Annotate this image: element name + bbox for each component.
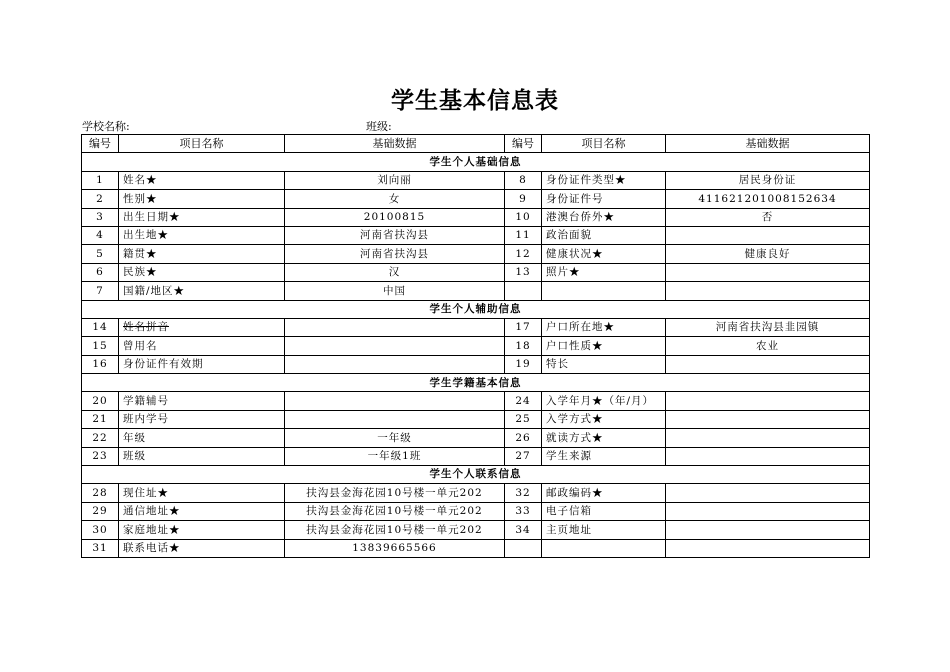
item-number: 6 <box>82 263 119 281</box>
item-number: 22 <box>82 429 119 447</box>
header-base-data: 基础数据 <box>285 135 505 153</box>
item-number: 24 <box>505 392 542 410</box>
item-name: 姓名★ <box>119 171 285 189</box>
item-name: 特长 <box>542 355 666 373</box>
item-value: 扶沟县金海花园10号楼一单元202 <box>285 521 505 539</box>
item-value <box>666 282 870 300</box>
item-name: 现住址★ <box>119 484 285 502</box>
item-number: 23 <box>82 447 119 465</box>
item-value <box>666 410 870 428</box>
item-name: 学籍辅号 <box>119 392 285 410</box>
item-number: 8 <box>505 171 542 189</box>
item-number: 12 <box>505 245 542 263</box>
section-title: 学生个人辅助信息 <box>82 300 870 318</box>
item-number: 7 <box>82 282 119 300</box>
item-number: 20 <box>82 392 119 410</box>
item-name: 户口所在地★ <box>542 318 666 336</box>
item-value <box>666 429 870 447</box>
item-value <box>666 502 870 520</box>
item-number: 21 <box>82 410 119 428</box>
section-row <box>82 300 870 318</box>
item-number: 17 <box>505 318 542 336</box>
item-number: 14 <box>82 318 119 336</box>
header-no: 编号 <box>82 135 119 153</box>
item-name: 籍贯★ <box>119 245 285 263</box>
item-number: 31 <box>82 539 119 557</box>
table-row <box>82 355 870 373</box>
item-name: 姓名拼音 <box>119 318 285 336</box>
section-row <box>82 466 870 484</box>
item-name: 联系电话★ <box>119 539 285 557</box>
table-row <box>82 539 870 557</box>
header-item-name: 项目名称 <box>119 135 285 153</box>
item-number: 28 <box>82 484 119 502</box>
item-name: 邮政编码★ <box>542 484 666 502</box>
item-value: 中国 <box>285 282 505 300</box>
student-info-table <box>81 134 870 558</box>
item-number: 29 <box>82 502 119 520</box>
item-name: 学生来源 <box>542 447 666 465</box>
item-name: 户口性质★ <box>542 337 666 355</box>
item-value: 女 <box>285 190 505 208</box>
class-label: 班级: <box>366 120 392 133</box>
item-name: 性别★ <box>119 190 285 208</box>
item-value: 20100815 <box>285 208 505 226</box>
item-value: 一年级 <box>285 429 505 447</box>
item-name: 年级 <box>119 429 285 447</box>
item-value: 411621201008152634 <box>666 190 870 208</box>
table-row <box>82 502 870 520</box>
item-name: 身份证件类型★ <box>542 171 666 189</box>
item-name: 主页地址 <box>542 521 666 539</box>
item-number: 1 <box>82 171 119 189</box>
item-name: 入学年月★（年/月） <box>542 392 666 410</box>
table-row <box>82 282 870 300</box>
item-name: 民族★ <box>119 263 285 281</box>
item-number: 10 <box>505 208 542 226</box>
section-row <box>82 153 870 171</box>
item-value <box>285 318 505 336</box>
item-value <box>666 539 870 557</box>
item-value <box>285 355 505 373</box>
item-number: 2 <box>82 190 119 208</box>
table-row <box>82 245 870 263</box>
item-value: 河南省扶沟县 <box>285 245 505 263</box>
item-value <box>666 521 870 539</box>
table-row <box>82 337 870 355</box>
item-name: 出生日期★ <box>119 208 285 226</box>
table-row <box>82 521 870 539</box>
item-number: 30 <box>82 521 119 539</box>
item-value <box>666 355 870 373</box>
item-value <box>666 392 870 410</box>
table-row <box>82 429 870 447</box>
item-value: 居民身份证 <box>666 171 870 189</box>
item-value <box>666 484 870 502</box>
item-value <box>285 337 505 355</box>
item-value: 一年级1班 <box>285 447 505 465</box>
item-value: 河南省扶沟县 <box>285 226 505 244</box>
item-name: 就读方式★ <box>542 429 666 447</box>
item-value: 否 <box>666 208 870 226</box>
item-number: 25 <box>505 410 542 428</box>
item-value: 刘向丽 <box>285 171 505 189</box>
item-value: 扶沟县金海花园10号楼一单元202 <box>285 502 505 520</box>
item-name: 政治面貌 <box>542 226 666 244</box>
item-number: 18 <box>505 337 542 355</box>
table-row <box>82 484 870 502</box>
item-number: 11 <box>505 226 542 244</box>
item-number: 32 <box>505 484 542 502</box>
school-name-label: 学校名称: <box>82 120 130 133</box>
table-row <box>82 318 870 336</box>
item-number: 26 <box>505 429 542 447</box>
header-no-2: 编号 <box>505 135 542 153</box>
item-number: 15 <box>82 337 119 355</box>
item-number: 16 <box>82 355 119 373</box>
item-value: 农业 <box>666 337 870 355</box>
item-name: 国籍/地区★ <box>119 282 285 300</box>
item-name: 照片★ <box>542 263 666 281</box>
section-title: 学生学籍基本信息 <box>82 374 870 392</box>
item-number: 27 <box>505 447 542 465</box>
item-number: 34 <box>505 521 542 539</box>
item-value: 河南省扶沟县韭园镇 <box>666 318 870 336</box>
item-number: 5 <box>82 245 119 263</box>
item-value <box>285 392 505 410</box>
header-item-name-2: 项目名称 <box>542 135 666 153</box>
form-title: 学生基本信息表 <box>391 88 559 114</box>
item-number: 4 <box>82 226 119 244</box>
item-value: 健康良好 <box>666 245 870 263</box>
table-row <box>82 226 870 244</box>
item-name: 港澳台侨外★ <box>542 208 666 226</box>
section-row <box>82 374 870 392</box>
item-name: 通信地址★ <box>119 502 285 520</box>
item-name: 班内学号 <box>119 410 285 428</box>
table-row <box>82 171 870 189</box>
item-name: 身份证件有效期 <box>119 355 285 373</box>
item-value <box>666 226 870 244</box>
item-name: 出生地★ <box>119 226 285 244</box>
item-name: 曾用名 <box>119 337 285 355</box>
item-number: 13 <box>505 263 542 281</box>
item-value: 13839665566 <box>285 539 505 557</box>
item-name: 入学方式★ <box>542 410 666 428</box>
item-name <box>542 282 666 300</box>
item-number: 9 <box>505 190 542 208</box>
item-number: 33 <box>505 502 542 520</box>
table-row <box>82 447 870 465</box>
table-row <box>82 410 870 428</box>
item-value: 汉 <box>285 263 505 281</box>
item-name: 健康状况★ <box>542 245 666 263</box>
item-value <box>666 447 870 465</box>
header-base-data-2: 基础数据 <box>666 135 870 153</box>
item-value <box>285 410 505 428</box>
item-name: 家庭地址★ <box>119 521 285 539</box>
item-name: 班级 <box>119 447 285 465</box>
item-number: 3 <box>82 208 119 226</box>
item-name <box>542 539 666 557</box>
table-row <box>82 263 870 281</box>
item-number <box>505 282 542 300</box>
item-value <box>666 263 870 281</box>
section-title: 学生个人基础信息 <box>82 153 870 171</box>
section-title: 学生个人联系信息 <box>82 466 870 484</box>
item-number <box>505 539 542 557</box>
item-name: 电子信箱 <box>542 502 666 520</box>
item-number: 19 <box>505 355 542 373</box>
item-name: 身份证件号 <box>542 190 666 208</box>
table-row <box>82 190 870 208</box>
header-row <box>82 135 870 153</box>
table-row <box>82 392 870 410</box>
table-row <box>82 208 870 226</box>
item-value: 扶沟县金海花园10号楼一单元202 <box>285 484 505 502</box>
